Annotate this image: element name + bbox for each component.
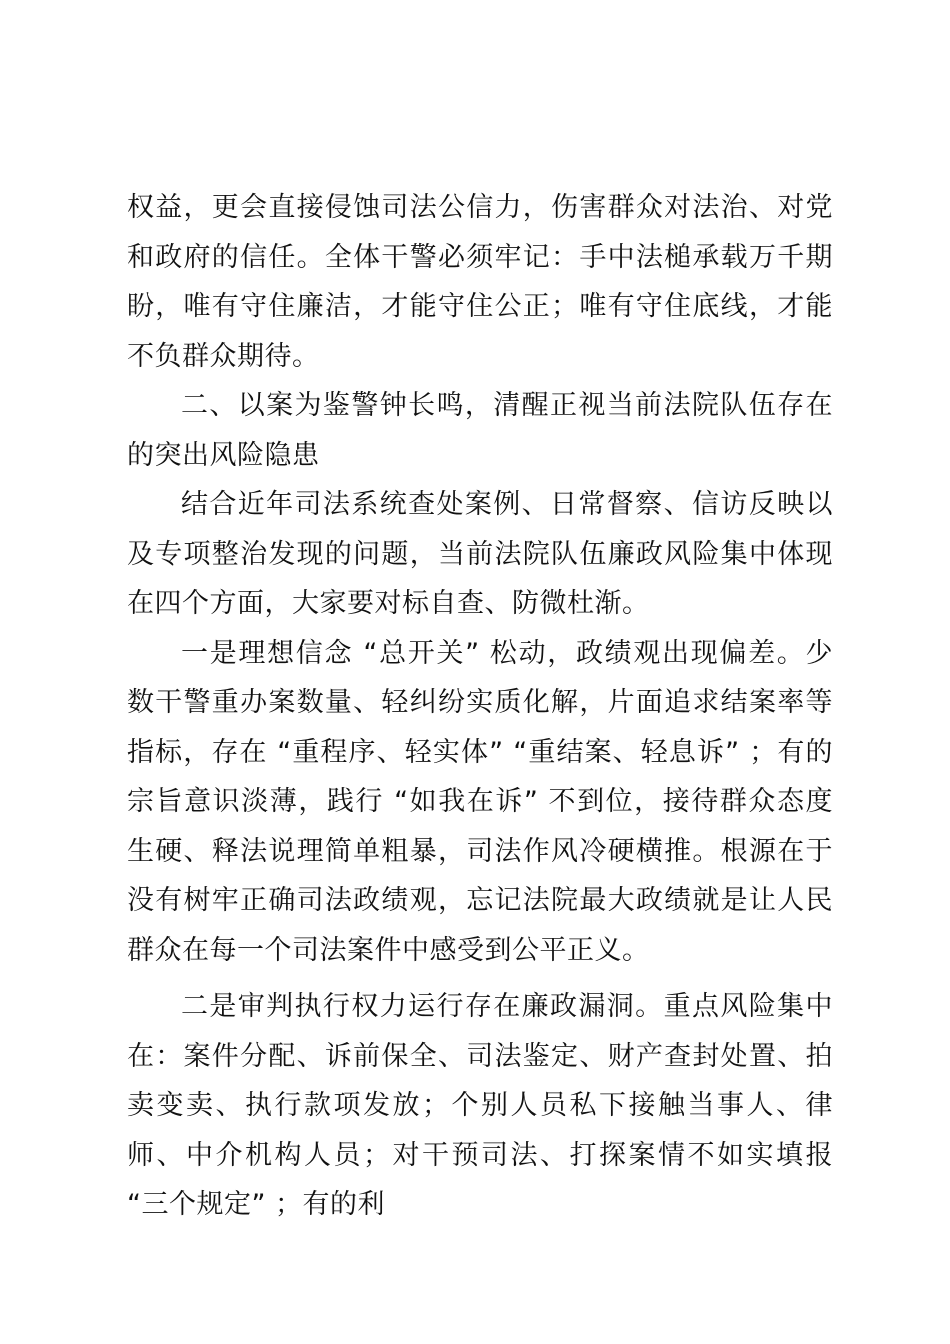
section-heading: 二、以案为鉴警钟长鸣，清醒正视当前法院队伍存在的突出风险隐患 xyxy=(127,390,833,471)
paragraph-continuation: 权益，更会直接侵蚀司法公信力，伤害群众对法治、对党和政府的信任。全体干警必须牢记：手中法槌承载万千期盼，唯有守住廉洁，才能守住公正；唯有守住底线，才能不负群众期待。 xyxy=(127,192,833,372)
paragraph-intro: 结合近年司法系统查处案例、日常督察、信访反映以及专项整治发现的问题，当前法院队伍廉政风险集中体现在四个方面，大家要对标自查、防微杜渐。 xyxy=(127,489,833,619)
paragraph-point-one: 一是理想信念 “总开关” 松动，政绩观出现偏差。少数干警重办案数量、轻纠纷实质化解，片面追求结案率等指标，存在 “重程序、轻实体” “重结案、轻息诉” ；有的宗旨意识淡薄，践行 “如我在诉” 不到位，接待群众态度生硬、释法说理简单粗暴，司法作风冷硬横推。根源在于没有树牢正确司法政绩观，忘记法院最大政绩就是让人民群众在每一个司法案件中感受到公平正义。 xyxy=(127,637,833,966)
document-body xyxy=(127,183,833,1230)
paragraph-point-two: 二是审判执行权力运行存在廉政漏洞。重点风险集中在：案件分配、诉前保全、司法鉴定、财产查封处置、拍卖变卖、执行款项发放；个别人员私下接触当事人、律师、中介机构人员；对干预司法、打探案情不如实填报 “三个规定” ；有的利 xyxy=(127,991,833,1220)
